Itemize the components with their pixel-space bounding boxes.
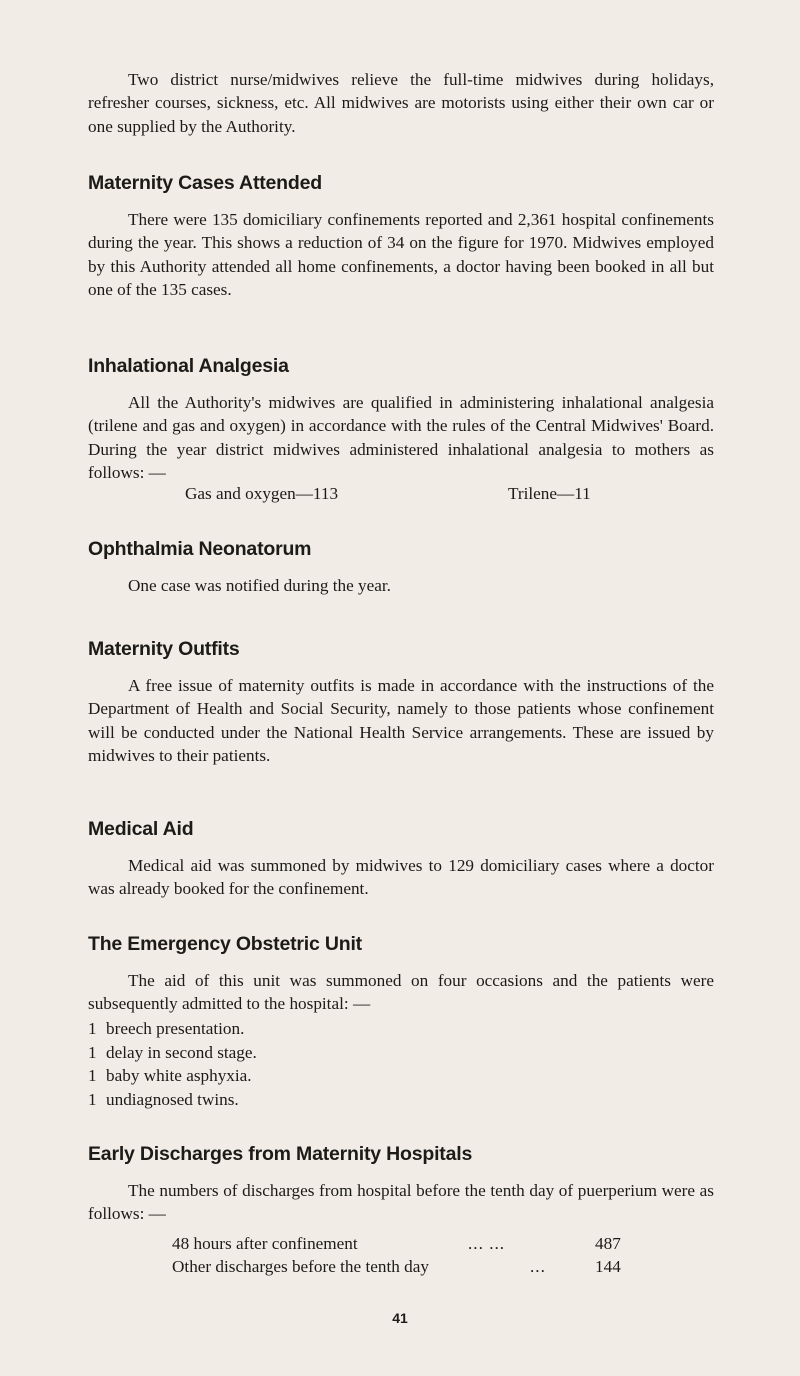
section-paragraph: There were 135 domiciliary confinements reported and 2,361 hospital confinements during the year. This shows a reduction of 34 on the figure for 1970. Midwives employed by this Authority attended all home confinements, a doctor having been booked in all but one of the 135 cases. [88,210,714,300]
section-heading: Ophthalmia Neonatorum [88,538,312,560]
row-label: Other discharges before the tenth day [172,1257,429,1276]
section-paragraph: The numbers of discharges from hospital before the tenth day of puerperium were as follows: — [88,1181,714,1224]
row-value: 144 [595,1257,621,1276]
list-item: 1 undiagnosed twins. [88,1090,239,1110]
intro-paragraph: Two district nurse/midwives relieve the full-time midwives during holidays, refresher courses, sickness, etc. All midwives are motorists using either their own car or one supplied by the Authority. [88,70,714,136]
section-paragraph: One case was notified during the year. [128,576,391,595]
leader-dots: ... ... [468,1234,506,1253]
list-item: 1 baby white asphyxia. [88,1066,252,1086]
section-paragraph: All the Authority's midwives are qualified in administering inhalational analgesia (trilene and gas and oxygen) in accordance with the rules of the Central Midwives' Board. During the year district midwives administered inhalational analgesia to mothers as follows: — [88,393,714,483]
section-maternity-cases [88,172,714,302]
section-heading: Medical Aid [88,818,194,840]
section-paragraph: The aid of this unit was summoned on four occasions and the patients were subsequently admitted to the hospital: — [88,971,714,1014]
section-maternity-outfits [88,638,714,768]
gas-oxygen-count: Gas and oxygen—113 [185,484,339,503]
intro-paragraph-block [88,68,714,138]
section-paragraph: Medical aid was summoned by midwives to 129 domiciliary cases where a doctor was already booked for the confinement. [88,856,714,899]
section-paragraph: A free issue of maternity outfits is made in accordance with the instructions of the Department of Health and Social Security, namely to those patients whose confinement will be conducted under the National Health Service arrangements. These are issued by midwives to their patients. [88,676,714,766]
row-label: 48 hours after confinement [172,1234,358,1253]
emergency-cases-list [88,1017,714,1112]
section-heading: Maternity Outfits [88,638,240,660]
page-number: 41 [392,1310,408,1326]
section-ophthalmia [88,538,714,597]
section-inhalational-analgesia [88,355,714,485]
trilene-count: Trilene—11 [508,484,591,503]
section-heading: Inhalational Analgesia [88,355,289,377]
section-early-discharges [88,1143,714,1226]
section-heading: Early Discharges from Maternity Hospitals [88,1143,473,1165]
section-medical-aid [88,818,714,901]
row-value: 487 [595,1234,621,1253]
section-emergency-unit [88,933,714,1112]
leader-dots: ... [530,1257,546,1276]
section-heading: Maternity Cases Attended [88,172,322,194]
list-item: 1 breech presentation. [88,1018,245,1038]
section-heading: The Emergency Obstetric Unit [88,933,362,955]
list-item: 1 delay in second stage. [88,1042,257,1062]
